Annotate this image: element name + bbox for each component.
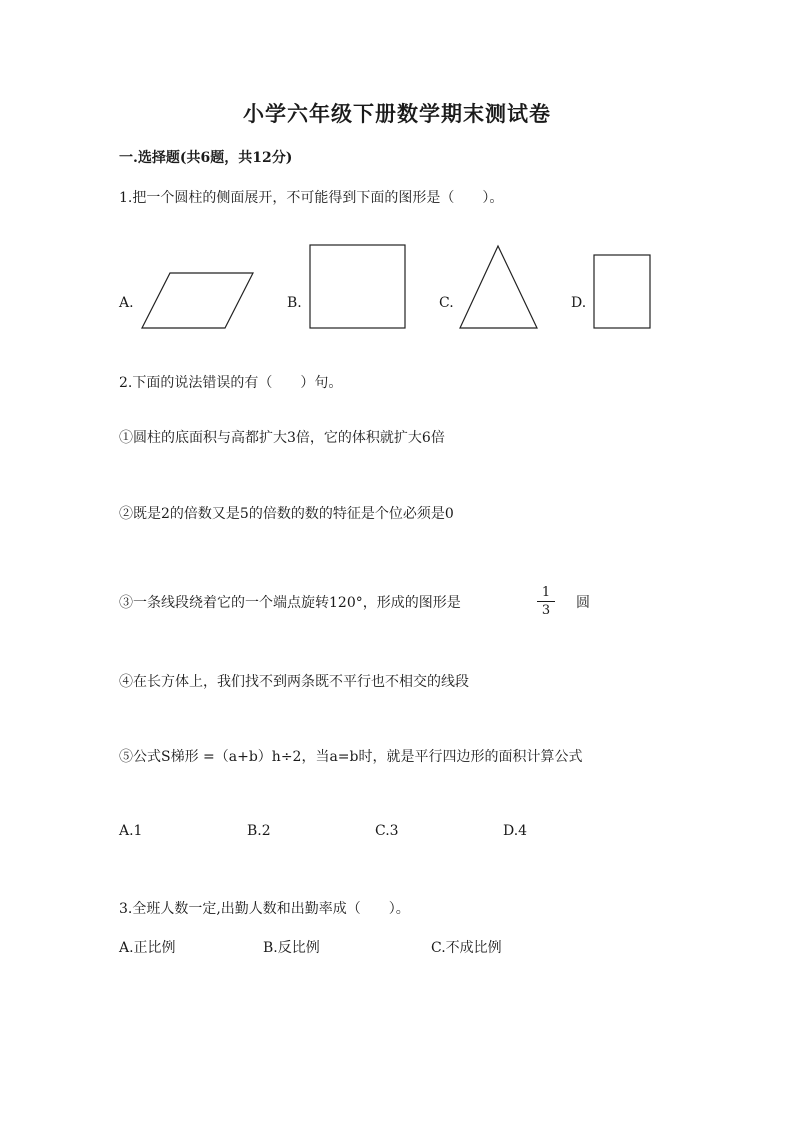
q2-statement-3: ③一条线段绕着它的一个端点旋转120°，形成的图形是: [119, 595, 461, 611]
q2-choice-a: A.1: [119, 823, 143, 839]
q2-statement-3-suffix: 圆: [576, 595, 590, 611]
fraction-bar: [537, 601, 555, 602]
rectangle-shape: [594, 255, 650, 328]
fraction-denominator: 3: [541, 603, 551, 618]
q3-choice-c: C.不成比例: [431, 940, 502, 956]
q2-choice-c: C.3: [375, 823, 399, 839]
fraction-one-third: [537, 585, 555, 618]
q1-option-b-label: B.: [287, 295, 302, 311]
q1-option-c-label: C.: [439, 295, 454, 311]
q2-choice-d: D.4: [503, 823, 528, 839]
q1-option-a-label: A.: [119, 295, 134, 311]
q2-statement-2: ②既是2的倍数又是5的倍数的数的特征是个位必须是0: [119, 506, 454, 522]
triangle-shape: [460, 246, 537, 328]
fraction-numerator: 1: [541, 585, 551, 600]
q3-choice-a: A.正比例: [119, 940, 176, 956]
q2-choice-b: B.2: [247, 823, 271, 839]
q3-choice-b: B.反比例: [263, 940, 320, 956]
q1-option-d-label: D.: [571, 295, 587, 311]
question-2-stem: 2.下面的说法错误的有（ ）句。: [119, 375, 343, 391]
page-title: 小学六年级下册数学期末测试卷: [243, 101, 551, 126]
question-1-stem: 1.把一个圆柱的侧面展开，不可能得到下面的图形是（ ）。: [119, 190, 504, 206]
parallelogram-shape: [142, 273, 253, 328]
section-heading: 一.选择题(共6题，共12分): [119, 150, 293, 166]
question-3-stem: 3.全班人数一定,出勤人数和出勤率成（ ）。: [119, 901, 410, 917]
q2-statement-1: ①圆柱的底面积与高都扩大3倍，它的体积就扩大6倍: [119, 430, 445, 446]
q2-statement-4: ④在长方体上，我们找不到两条既不平行也不相交的线段: [119, 674, 469, 690]
q2-statement-5: ⑤公式S梯形 =（a+b）h÷2，当a=b时，就是平行四边形的面积计算公式: [119, 749, 583, 765]
square-shape: [310, 245, 405, 328]
